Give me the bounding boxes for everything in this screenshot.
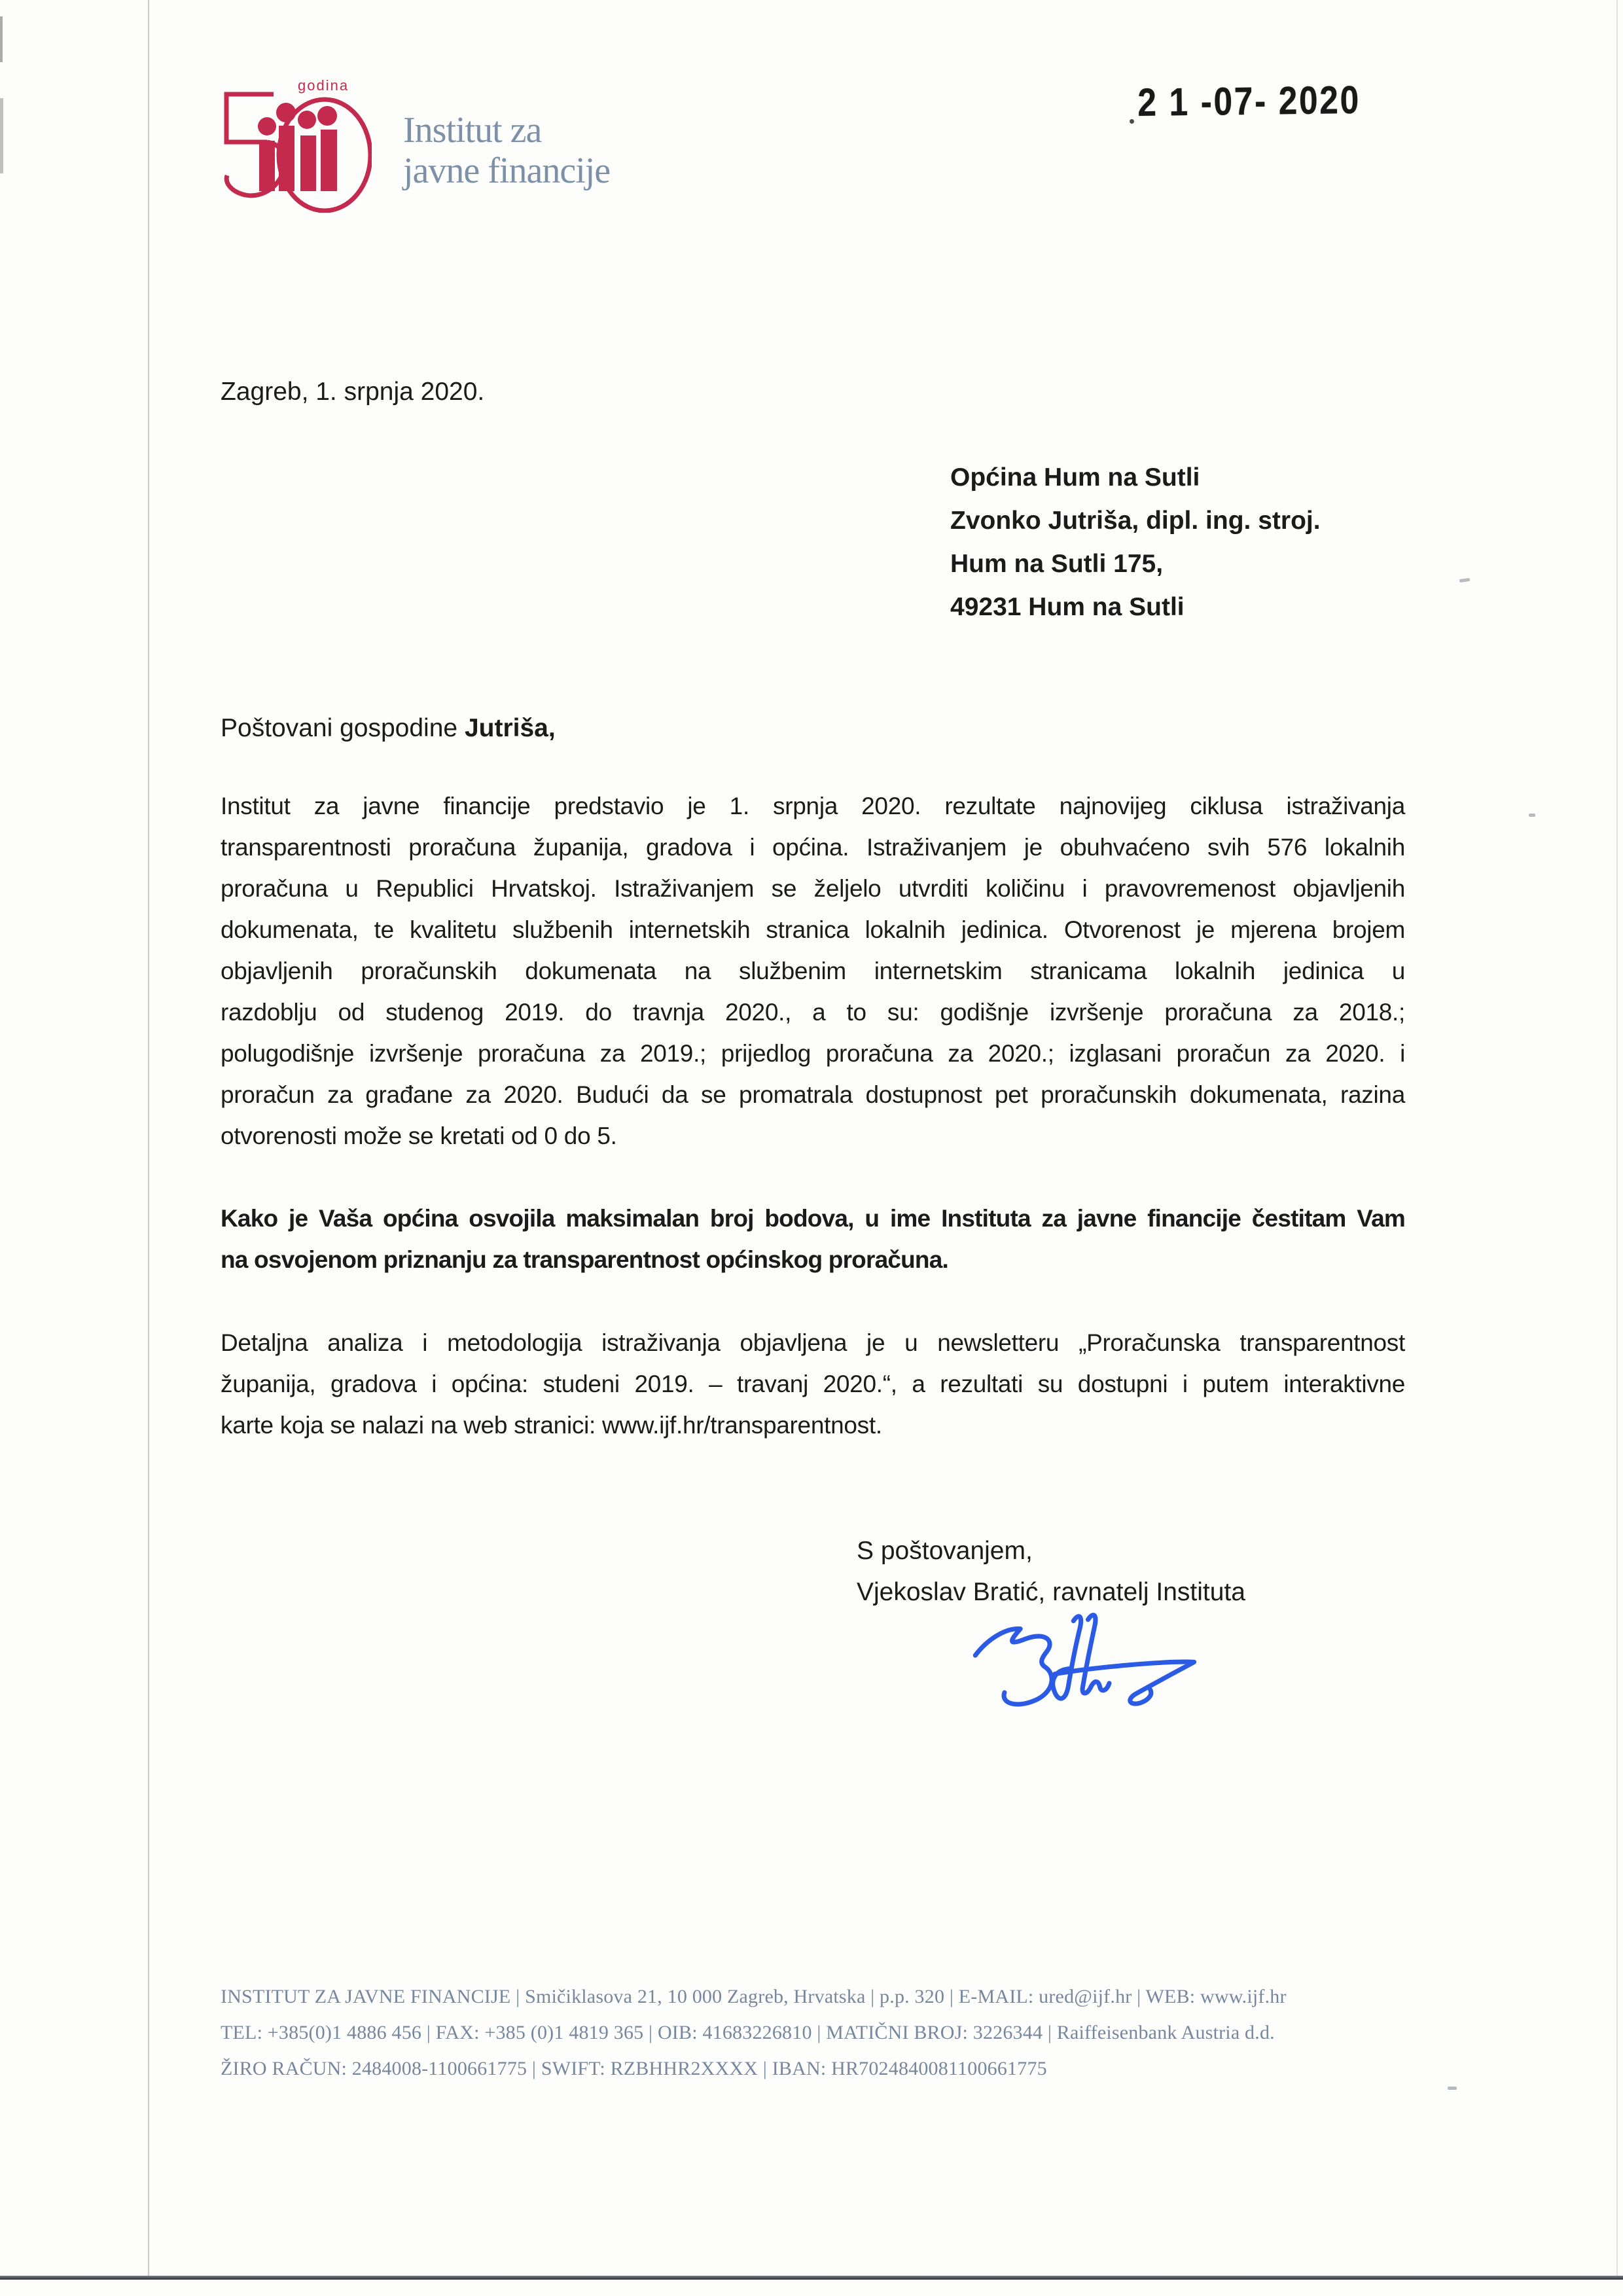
org-name-line1: Institut za <box>403 110 542 151</box>
paragraph-line: županija, gradova i općina: studeni 2019. – travanj 2020.“, a rezultati su dostupni i putem interaktivne <box>221 1371 1405 1397</box>
footer-line-bank: ŽIRO RAČUN: 2484008-1100661775 | SWIFT: RZBHHR2XXXX | IBAN: HR7024840081100661775 <box>221 2058 1047 2079</box>
paragraph-line: proračun za građane za 2020. Budući da se promatrala dostupnost pet proračunskih dokumenata, razina <box>221 1081 1405 1108</box>
salutation-name: Jutriša, <box>464 714 556 742</box>
sign-off-block <box>857 1530 1245 1613</box>
paragraph-line: objavljenih proračunskih dokumenata na službenim internetskim stranicama lokalnih jedinica u <box>221 958 1405 984</box>
paragraph-line: razdoblju od studenog 2019. do travnja 2020., a to su: godišnje izvršenje proračuna za 2018.; <box>221 999 1405 1026</box>
paragraph-line: otvorenosti može se kretati od 0 do 5. <box>221 1122 617 1149</box>
scan-artifact-vertical-line-right <box>1616 0 1618 2276</box>
recipient-line: Hum na Sutli 175, <box>950 550 1164 578</box>
paragraph-line: Institut za javne financije predstavio je 1. srpnja 2020. rezultate najnovijeg ciklusa istraživanja <box>221 793 1405 819</box>
closing-line: S poštovanjem, <box>857 1537 1033 1565</box>
scan-artifact-vertical-line-left <box>148 0 149 2276</box>
paragraph-line: Detaljna analiza i metodologija istraživanja objavljena je u newsletteru „Proračunska transparentnost <box>221 1329 1405 1356</box>
signer-line: Vjekoslav Bratić, ravnatelj Instituta <box>857 1578 1245 1606</box>
stamp-ink-dot <box>1130 119 1134 124</box>
footer-line-address: INSTITUT ZA JAVNE FINANCIJE | Smičiklasova 21, 10 000 Zagreb, Hrvatska | p.p. 320 | E-MAIL: ured@ijf.hr | WEB: www.ijf.hr <box>221 1986 1287 2007</box>
scan-artifact-edge-mark <box>0 16 3 62</box>
letterhead-footer <box>221 1979 1287 2087</box>
recipient-line: Zvonko Jutriša, dipl. ing. stroj. <box>950 507 1321 535</box>
salutation-prefix: Poštovani gospodine <box>221 714 465 742</box>
paragraph-line: transparentnosti proračuna županija, gradova i općina. Istraživanjem je obuhvaćeno svih 576 lokalnih <box>221 834 1405 861</box>
paragraph-line: Kako je Vaša općina osvojila maksimalan broj bodova, u ime Instituta za javne financije čestitam Vam <box>221 1205 1405 1232</box>
scan-artifact-speck <box>1529 814 1535 817</box>
scan-artifact-speck <box>1459 578 1471 583</box>
handwritten-signature-icon <box>961 1607 1213 1731</box>
paragraph-line: dokumenata, te kvalitetu službenih internetskih stranica lokalnih jedinica. Otvorenost je mjerena brojem <box>221 916 1405 943</box>
paragraph-line: karte koja se nalazi na web stranici: www.ijf.hr/transparentnost. <box>221 1412 882 1439</box>
footer-line-contact: TEL: +385(0)1 4886 456 | FAX: +385 (0)1 4819 365 | OIB: 41683226810 | MATIČNI BROJ: 3226344 | Raiffeisenbank Austria d.d. <box>221 2022 1275 2043</box>
org-name <box>403 110 610 191</box>
recipient-address-block <box>950 456 1321 629</box>
ijf-50th-anniversary-logo-icon <box>221 92 372 213</box>
body-paragraph-2-bold <box>221 1198 1405 1280</box>
recipient-line: 49231 Hum na Sutli <box>950 593 1185 621</box>
org-name-line2: javne financije <box>403 151 611 191</box>
body-paragraph-3 <box>221 1322 1405 1446</box>
people-bar-chart-glyph <box>258 103 337 191</box>
scan-artifact-edge-mark <box>0 98 3 173</box>
paragraph-line: polugodišnje izvršenje proračuna za 2019.; prijedlog proračuna za 2020.; izglasani proračun za 2020. i <box>221 1040 1405 1067</box>
paragraph-line: na osvojenom priznanju za transparentnost općinskog proračuna. <box>221 1246 948 1273</box>
scan-artifact-bottom-edge <box>0 2276 1623 2280</box>
paragraph-line: proračuna u Republici Hrvatskoj. Istraživanjem se željelo utvrditi količinu i pravovremenost objavljenih <box>221 875 1405 902</box>
scan-artifact-speck <box>1448 2087 1457 2090</box>
salutation <box>221 708 556 749</box>
body-paragraph-1 <box>221 785 1405 1157</box>
place-date-line: Zagreb, 1. srpnja 2020. <box>221 378 485 406</box>
logo-anniversary-label: godina <box>298 77 349 94</box>
recipient-line: Općina Hum na Sutli <box>950 463 1200 492</box>
received-date-stamp: 2 1 -07- 2020 <box>1137 77 1361 124</box>
